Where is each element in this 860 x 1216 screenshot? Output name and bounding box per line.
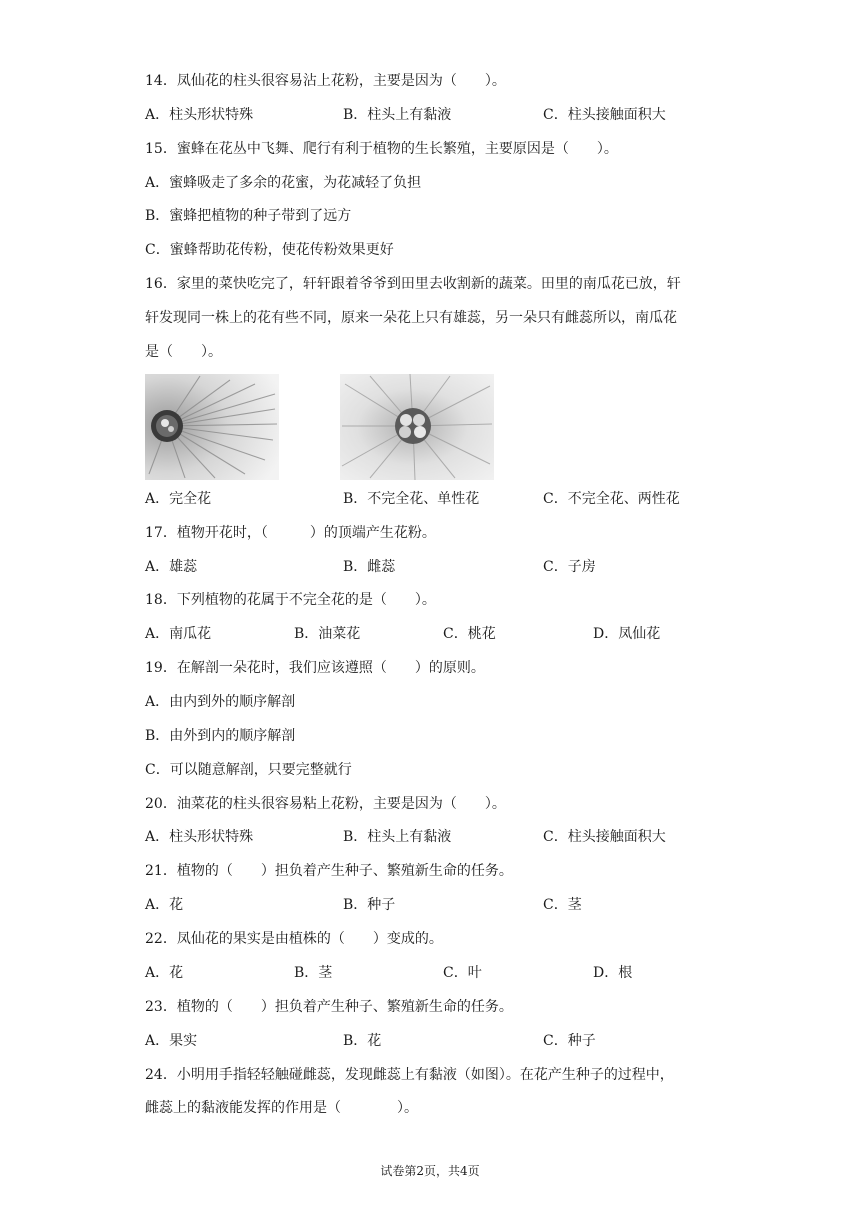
option-d: D．根 [593,965,633,981]
option-b: B．由外到内的顺序解剖 [145,728,296,744]
option-b: B．雌蕊 [343,559,396,575]
option-c: C．桃花 [443,626,496,642]
option-b: B．种子 [343,897,396,913]
option-c: C．柱头接触面积大 [543,829,666,845]
question-16-line-1: 16．家里的菜快吃完了，轩轩跟着爷爷到田里去收割新的蔬菜。田里的南瓜花已放，轩 [145,276,681,292]
option-c: C．不完全花、两性花 [543,491,680,507]
option-b: B．花 [343,1033,382,1049]
pumpkin-female-flower-image [340,374,494,480]
option-b: B．油菜花 [294,626,361,642]
option-b: B．茎 [294,965,333,981]
option-a: A．花 [145,897,184,913]
option-a: A．由内到外的顺序解剖 [145,694,296,710]
question-16-line-3: 是（ ）。 [145,344,222,360]
option-c: C．叶 [443,965,482,981]
question-24-line-1: 24．小明用手指轻轻触碰雌蕊，发现雌蕊上有黏液（如图）。在花产生种子的过程中， [145,1067,674,1083]
option-c: C．子房 [543,559,596,575]
option-a: A．花 [145,965,184,981]
option-b: B．柱头上有黏液 [343,829,452,845]
option-c: C．茎 [543,897,582,913]
question-14: 14．凤仙花的柱头很容易沾上花粉，主要是因为（ ）。 [145,73,506,89]
question-19: 19．在解剖一朵花时，我们应该遵照（ ）的原则。 [145,660,485,676]
question-22: 22．凤仙花的果实是由植株的（ ）变成的。 [145,931,443,947]
option-c: C．可以随意解剖，只要完整就行 [145,762,352,778]
option-a: A．柱头形状特殊 [145,107,254,123]
option-a: A．果实 [145,1033,198,1049]
option-a: A．蜜蜂吸走了多余的花蜜，为花减轻了负担 [145,175,422,191]
question-24-line-2: 雌蕊上的黏液能发挥的作用是（ ）。 [145,1100,418,1116]
option-d: D．凤仙花 [593,626,661,642]
question-16-line-2: 轩发现同一株上的花有些不同，原来一朵花上只有雄蕊，另一朵只有雌蕊所以，南瓜花 [145,310,677,326]
option-c: C．柱头接触面积大 [543,107,666,123]
question-20: 20．油菜花的柱头很容易粘上花粉，主要是因为（ ）。 [145,796,506,812]
option-b: B．柱头上有黏液 [343,107,452,123]
question-15: 15．蜜蜂在花丛中飞舞、爬行有利于植物的生长繁殖，主要原因是（ ）。 [145,141,618,157]
question-18: 18．下列植物的花属于不完全花的是（ ）。 [145,592,436,608]
option-c: C．蜜蜂帮助花传粉，使花传粉效果更好 [145,242,394,258]
question-21: 21．植物的（ ）担负着产生种子、繁殖新生命的任务。 [145,863,513,879]
option-b: B．不完全花、单性花 [343,491,480,507]
option-a: A．柱头形状特殊 [145,829,254,845]
question-17: 17．植物开花时，（ ）的顶端产生花粉。 [145,525,436,541]
option-a: A．南瓜花 [145,626,212,642]
option-c: C．种子 [543,1033,596,1049]
option-b: B．蜜蜂把植物的种子带到了远方 [145,208,352,224]
option-a: A．雄蕊 [145,559,198,575]
page-footer: 试卷第2页，共4页 [380,1164,480,1178]
option-a: A．完全花 [145,491,212,507]
pumpkin-male-flower-image [145,374,279,480]
question-23: 23．植物的（ ）担负着产生种子、繁殖新生命的任务。 [145,999,513,1015]
